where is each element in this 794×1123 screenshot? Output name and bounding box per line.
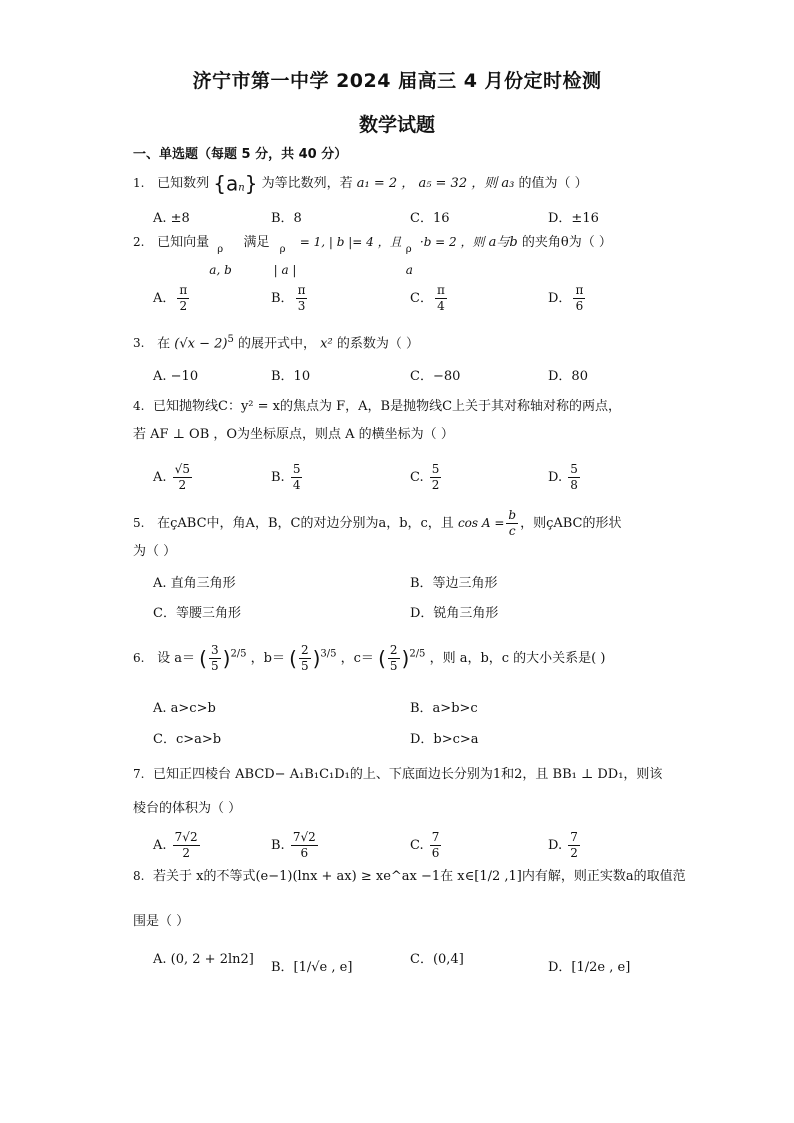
question-8: 8. 若关于 x的不等式(e−1)(lnx + ax) ≥ xe^ax −1在 x∈[1/2 ,1]内有解，则正实数a的取值范 [133, 869, 686, 884]
option-c[interactable]: C． $\frac{\pi}{4}$ [410, 283, 445, 313]
question-7-line2: 棱台的体积为（ ） [133, 801, 242, 816]
option-b[interactable]: B．10 [271, 369, 311, 384]
option-a[interactable]: A. (0, 2 + 2ln2] [153, 952, 254, 967]
option-b[interactable]: B． $\frac{\pi}{3}$ [271, 283, 306, 313]
option-a[interactable]: A. $\frac{7√2}{2}$ [153, 830, 198, 860]
option-b[interactable]: B. $\frac{7√2}{6}$ [271, 830, 316, 860]
section-heading: 一、单选题（每题 5 分，共 40 分） [133, 147, 348, 162]
page-title: 济宁市第一中学 2024 届高三 4 月份定时检测 [192, 70, 602, 92]
option-d[interactable]: D. $\frac{7}{2}$ [548, 830, 578, 860]
option-a[interactable]: A. ±8 [153, 211, 190, 226]
option-b[interactable]: B．a>b>c [410, 701, 478, 716]
option-c[interactable]: C．−80 [410, 369, 461, 384]
question-7: 7. 已知正四棱台 ABCD− A₁B₁C₁D₁的上、下底面边长分别为1和2，且 BB₁ ⊥ DD₁，则该 [133, 767, 663, 782]
option-b[interactable]: B．[1/√e , e] [271, 960, 353, 975]
question-1: 1. 已知数列 $\{a_n\}$ 为等比数列，若 a₁ = 2 ， a₅ = 32 ，则 a₃ 的值为（ ） [133, 171, 588, 196]
question-4-line2: 若 AF ⊥ OB ，O为坐标原点，则点 A 的横坐标为（ ） [133, 427, 454, 442]
question-8-line2: 围是（ ） [133, 914, 190, 929]
option-b[interactable]: B．等边三角形 [410, 576, 498, 591]
option-d[interactable]: D．b>c>a [410, 732, 479, 747]
option-b[interactable]: B．8 [271, 211, 302, 226]
option-d[interactable]: D．±16 [548, 211, 599, 226]
question-5: 5. 在çABC中，角A，B，C的对边分别为a，b，c，且 cos A = $\frac{b}{c}$ ，则çABC的形状 [133, 508, 622, 538]
option-c[interactable]: C. $\frac{7}{6}$ [410, 830, 440, 860]
option-a[interactable]: A. −10 [153, 369, 199, 384]
option-c[interactable]: C. $\frac{5}{2}$ [410, 462, 440, 492]
option-d[interactable]: D．锐角三角形 [410, 606, 499, 621]
option-a[interactable]: A. $\frac{√5}{2}$ [153, 462, 190, 492]
option-a[interactable]: A. a>c>b [153, 701, 216, 716]
option-d[interactable]: D． $\frac{\pi}{6}$ [548, 283, 584, 313]
question-number: 1. [133, 176, 145, 190]
question-5-line2: 为（ ） [133, 544, 177, 559]
question-4: 4. 已知抛物线C：y² = x的焦点为 F，A，B是抛物线C上关于其对称轴对称的两点， [133, 399, 622, 414]
option-b[interactable]: B. $\frac{5}{4}$ [271, 462, 301, 492]
question-3: 3. 在 $(√x - 2)^5$ 的展开式中， x² 的系数为（ ） [133, 334, 419, 352]
option-d[interactable]: D．80 [548, 369, 588, 384]
option-d[interactable]: D. $\frac{5}{8}$ [548, 462, 578, 492]
question-6: 6. 设 a＝ ( $\frac{3}{5}$ )$^{2/5}$ ，b＝ ( $\frac{2}{5}$ )$^{3/5}$ ，c＝ ( $\frac{2}{5}$ )$^{2/5}$ ，则 a，b，c 的大小关系是( ) [133, 643, 606, 673]
option-d[interactable]: D．[1/2e , e] [548, 960, 631, 975]
option-c[interactable]: C．16 [410, 211, 450, 226]
page-subtitle: 数学试题 [358, 114, 435, 136]
option-a[interactable]: A． $\frac{\pi}{2}$ [153, 283, 188, 313]
option-a[interactable]: A. 直角三角形 [153, 576, 236, 591]
option-c[interactable]: C．等腰三角形 [153, 606, 241, 621]
question-2: 2. 已知向量 ρ a, b 满足 ρ | a | = 1, | b |= 4 ，且 ρ a ·b = 2 ，则 a与b 的夹角θ为（ ） [133, 235, 612, 277]
option-c[interactable]: C．(0,4] [410, 952, 464, 967]
option-c[interactable]: C．c>a>b [153, 732, 222, 747]
